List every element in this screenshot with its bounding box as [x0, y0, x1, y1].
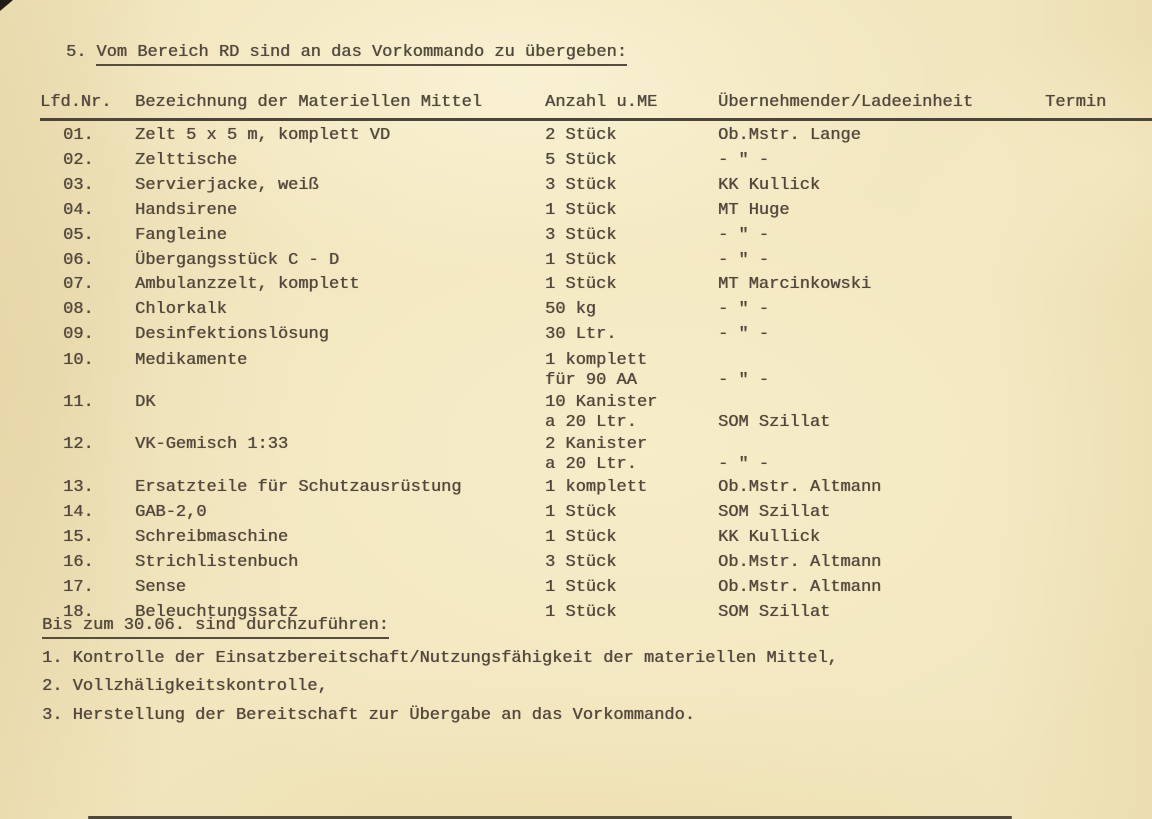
item-quantity — [545, 174, 718, 199]
section-title — [66, 43, 627, 62]
header-anzahl: Anzahl u.ME — [545, 93, 658, 112]
item-quantity-line1: 1 Stück — [545, 275, 617, 295]
item-quantity — [545, 124, 718, 149]
item-name: Handsirene — [135, 200, 238, 220]
item-quantity — [545, 526, 718, 551]
item-quantity — [545, 501, 718, 526]
item-name: Fangleine — [135, 225, 227, 245]
item-quantity — [545, 351, 718, 390]
item-name: Medikamente — [135, 351, 248, 371]
item-quantity-line1: 3 Stück — [545, 175, 617, 195]
row-number: 10. — [63, 351, 94, 371]
table-row — [63, 435, 1152, 474]
item-quantity-line1: 1 Stück — [545, 250, 617, 270]
item-quantity-line1: 3 Stück — [545, 225, 617, 245]
deadline-heading-text: Bis zum 30.06. sind durchzuführen: — [42, 616, 389, 639]
item-termin — [1045, 249, 1152, 274]
item-quantity — [545, 149, 718, 174]
item-receiver: KK Kullick — [718, 527, 821, 547]
item-name: GAB-2,0 — [135, 503, 207, 523]
item-quantity — [545, 576, 718, 601]
item-quantity — [545, 323, 718, 348]
item-termin — [1045, 551, 1152, 576]
item-termin — [1045, 435, 1152, 474]
table-row — [63, 124, 1152, 149]
item-quantity — [545, 298, 718, 323]
item-quantity — [545, 551, 718, 576]
item-termin — [1045, 174, 1152, 199]
row-number: 03. — [63, 175, 94, 195]
item-termin — [1045, 476, 1152, 501]
item-termin — [1045, 273, 1152, 298]
table-header — [40, 93, 1152, 121]
item-termin — [1045, 351, 1152, 390]
header-uebernehmer: Übernehmender/Ladeeinheit — [718, 93, 974, 112]
item-receiver: - " - — [718, 454, 770, 474]
table-body — [63, 124, 1152, 626]
item-receiver: MT Marcinkowski — [718, 275, 872, 295]
item-termin — [1045, 199, 1152, 224]
scan-corner-artifact — [0, 0, 13, 11]
table-row — [63, 174, 1152, 199]
item-name: Sense — [135, 577, 187, 597]
row-number: 16. — [63, 552, 94, 572]
item-receiver: - " - — [718, 300, 770, 320]
item-name: VK-Gemisch 1:33 — [135, 435, 289, 455]
item-receiver: Ob.Mstr. Altmann — [718, 577, 882, 597]
item-quantity — [545, 601, 718, 626]
table-row — [63, 393, 1152, 432]
row-number: 04. — [63, 200, 94, 220]
item-receiver: KK Kullick — [718, 175, 821, 195]
row-number: 15. — [63, 527, 94, 547]
item-quantity — [545, 249, 718, 274]
item-quantity-line1: 3 Stück — [545, 552, 617, 572]
item-name: Übergangsstück C - D — [135, 250, 340, 270]
item-receiver: SOM Szillat — [718, 503, 831, 523]
item-receiver: MT Huge — [718, 200, 790, 220]
item-termin — [1045, 393, 1152, 432]
task-item: 2. Vollzhäligkeitskontrolle, — [42, 677, 328, 696]
item-quantity-line1: 1 Stück — [545, 577, 617, 597]
item-receiver: - " - — [718, 225, 770, 245]
item-termin — [1045, 526, 1152, 551]
item-quantity-line1: 5 Stück — [545, 150, 617, 170]
table-row — [63, 551, 1152, 576]
table-row — [63, 149, 1152, 174]
item-receiver: SOM Szillat — [718, 412, 831, 432]
row-number: 08. — [63, 300, 94, 320]
item-quantity-line1: 1 Stück — [545, 503, 617, 523]
task-item: 1. Kontrolle der Einsatzbereitschaft/Nutzungsfähigkeit der materiellen Mittel, — [42, 649, 838, 668]
item-name: Servierjacke, weiß — [135, 175, 319, 195]
deadline-heading — [42, 616, 389, 635]
table-row — [63, 501, 1152, 526]
row-number: 01. — [63, 126, 94, 145]
item-quantity-line2: a 20 Ltr. — [545, 454, 637, 474]
item-name: Beleuchtungssatz — [135, 602, 299, 622]
row-number: 06. — [63, 250, 94, 270]
item-quantity-line1: 2 Stück — [545, 126, 617, 145]
item-name: Strichlistenbuch — [135, 552, 299, 572]
item-termin — [1045, 323, 1152, 348]
item-name: Chlorkalk — [135, 300, 227, 320]
item-quantity-line1: 1 komplett — [545, 478, 648, 498]
item-termin — [1045, 576, 1152, 601]
item-quantity — [545, 435, 718, 474]
header-termin: Termin — [1045, 93, 1107, 112]
table-row — [63, 351, 1152, 390]
item-quantity-line1: 1 Stück — [545, 200, 617, 220]
section-title-text: Vom Bereich RD sind an das Vorkommando zu übergeben: — [96, 43, 627, 66]
table-row — [63, 249, 1152, 274]
section-number: 5. — [66, 43, 87, 62]
item-name: Desinfektionslösung — [135, 325, 329, 345]
table-row — [63, 224, 1152, 249]
item-quantity-line1: 30 Ltr. — [545, 325, 617, 345]
row-number: 09. — [63, 325, 94, 345]
table-row — [63, 298, 1152, 323]
table-row — [63, 526, 1152, 551]
item-receiver: - " - — [718, 325, 770, 345]
table-row — [63, 273, 1152, 298]
row-number: 14. — [63, 503, 94, 523]
item-quantity-line1: 10 Kanister — [545, 393, 658, 413]
item-receiver: - " - — [718, 250, 770, 270]
item-name: Zelttische — [135, 150, 238, 170]
item-quantity — [545, 476, 718, 501]
item-quantity-line1: 1 Stück — [545, 527, 617, 547]
row-number: 12. — [63, 435, 94, 455]
item-quantity-line1: 1 Stück — [545, 602, 617, 622]
item-name: Ambulanzzelt, komplett — [135, 275, 360, 295]
item-termin — [1045, 149, 1152, 174]
item-termin — [1045, 501, 1152, 526]
item-termin — [1045, 601, 1152, 626]
row-number: 18. — [63, 602, 94, 622]
item-termin — [1045, 224, 1152, 249]
row-number: 13. — [63, 478, 94, 498]
item-receiver: - " - — [718, 150, 770, 170]
header-bezeichnung: Bezeichnung der Materiellen Mittel — [135, 93, 482, 112]
table-row — [63, 576, 1152, 601]
header-lfd-nr: Lfd.Nr. — [40, 93, 112, 112]
item-termin — [1045, 124, 1152, 149]
item-name: DK — [135, 393, 156, 413]
row-number: 02. — [63, 150, 94, 170]
item-receiver: SOM Szillat — [718, 602, 831, 622]
item-receiver: Ob.Mstr. Lange — [718, 126, 861, 145]
item-receiver: Ob.Mstr. Altmann — [718, 478, 882, 498]
table-row — [63, 199, 1152, 224]
item-receiver: - " - — [718, 370, 770, 390]
item-quantity-line1: 2 Kanister — [545, 435, 648, 455]
row-number: 05. — [63, 225, 94, 245]
table-row — [63, 476, 1152, 501]
item-quantity — [545, 199, 718, 224]
task-list — [42, 646, 838, 731]
item-quantity — [545, 393, 718, 432]
item-quantity-line2: für 90 AA — [545, 370, 637, 390]
task-item: 3. Herstellung der Bereitschaft zur Übergabe an das Vorkommando. — [42, 706, 695, 725]
row-number: 17. — [63, 577, 94, 597]
item-name: Ersatzteile für Schutzausrüstung — [135, 478, 462, 498]
table-row — [63, 323, 1152, 348]
row-number: 11. — [63, 393, 94, 413]
item-termin — [1045, 298, 1152, 323]
item-receiver: Ob.Mstr. Altmann — [718, 552, 882, 572]
item-quantity-line1: 50 kg — [545, 300, 597, 320]
item-quantity-line1: 1 komplett — [545, 351, 648, 371]
item-quantity — [545, 273, 718, 298]
item-name: Schreibmaschine — [135, 527, 289, 547]
item-quantity — [545, 224, 718, 249]
item-name: Zelt 5 x 5 m, komplett VD — [135, 126, 391, 145]
item-quantity-line2: a 20 Ltr. — [545, 412, 637, 432]
row-number: 07. — [63, 275, 94, 295]
